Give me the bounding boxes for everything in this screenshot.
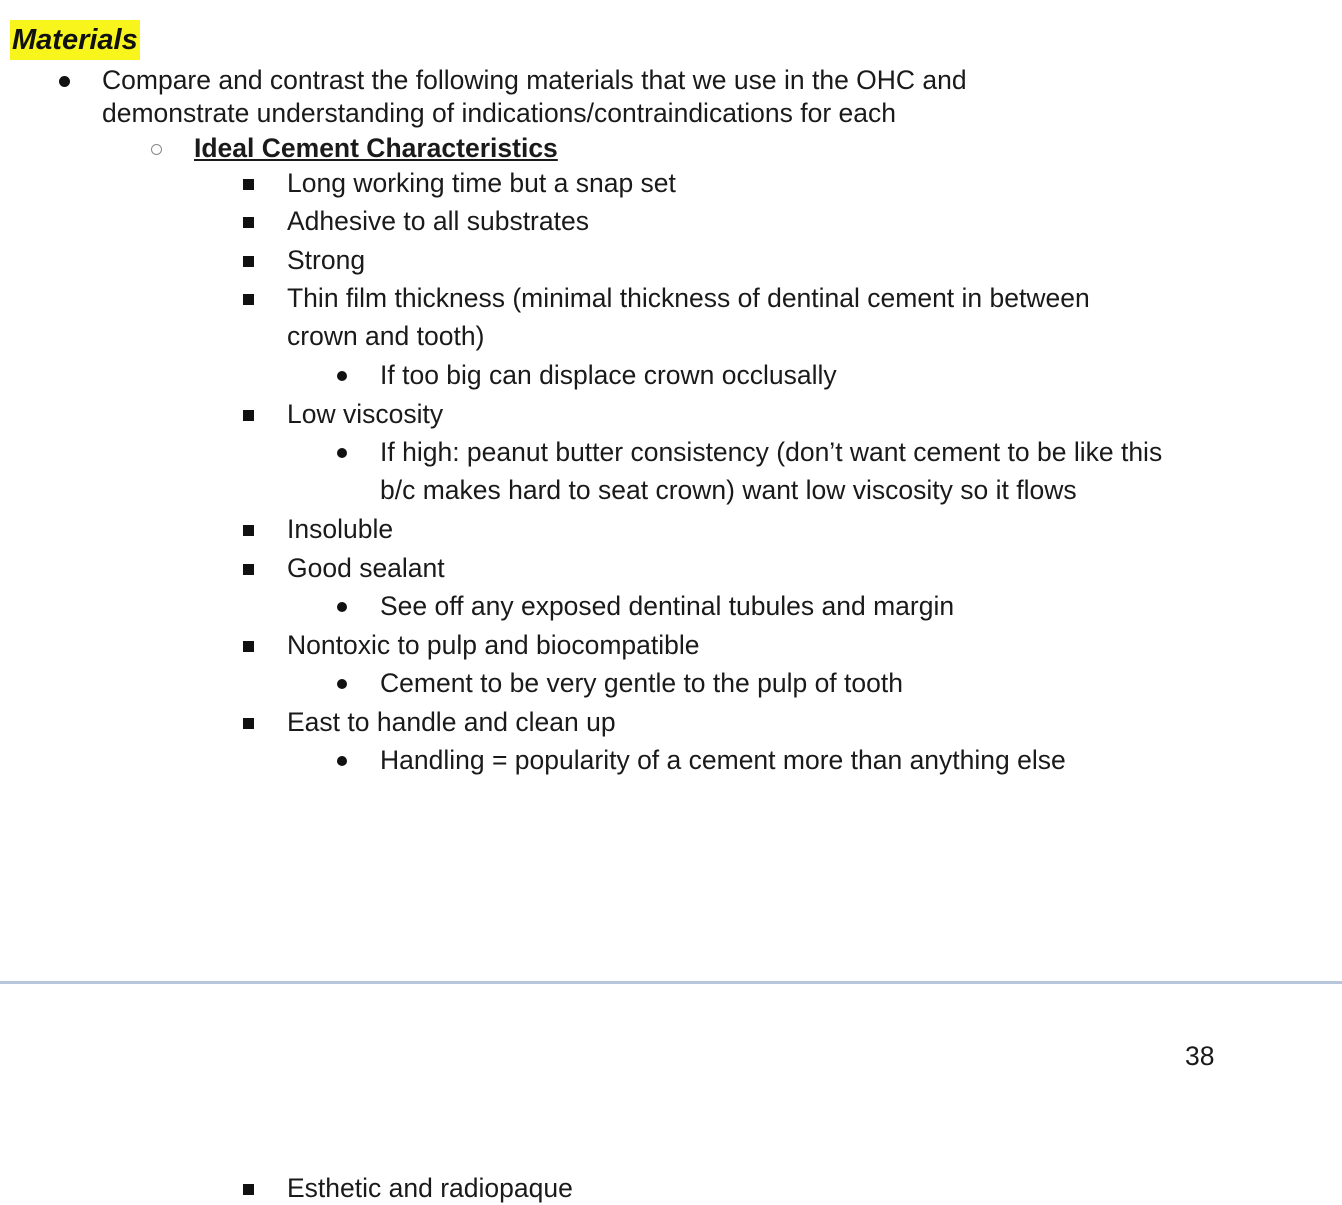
sub-list-item-continuation: b/c makes hard to seat crown) want low viscosity so it flows <box>380 475 1077 505</box>
list-item: Long working time but a snap set <box>287 168 676 198</box>
disc-bullet-icon <box>337 602 347 612</box>
list-item: Esthetic and radiopaque <box>287 1173 573 1203</box>
sub-list-item: If too big can displace crown occlusally <box>380 360 837 390</box>
list-item-continuation: crown and tooth) <box>287 321 485 351</box>
square-bullet-icon <box>243 641 254 652</box>
intro-line-1: Compare and contrast the following materials that we use in the OHC and <box>102 65 967 95</box>
square-bullet-icon <box>243 410 254 421</box>
list-item: East to handle and clean up <box>287 707 616 737</box>
list-item: Nontoxic to pulp and biocompatible <box>287 630 700 660</box>
disc-bullet-icon <box>337 448 347 458</box>
square-bullet-icon <box>243 525 254 536</box>
list-item: Adhesive to all substrates <box>287 206 589 236</box>
disc-bullet-icon <box>337 371 347 381</box>
ring-bullet-icon <box>151 144 162 155</box>
square-bullet-icon <box>243 564 254 575</box>
sub-list-item: If high: peanut butter consistency (don’t want cement to be like this <box>380 437 1163 467</box>
intro-line-2: demonstrate understanding of indications/contraindications for each <box>102 98 897 128</box>
disc-bullet-icon <box>59 76 70 87</box>
subheading: Ideal Cement Characteristics <box>194 133 558 163</box>
sub-list-item: Handling = popularity of a cement more than anything else <box>380 745 1066 775</box>
page-number: 38 <box>1185 1041 1215 1071</box>
square-bullet-icon <box>243 217 254 228</box>
list-item: Thin film thickness (minimal thickness of dentinal cement in between <box>287 283 1090 313</box>
square-bullet-icon <box>243 718 254 729</box>
section-heading: Materials <box>10 20 140 60</box>
square-bullet-icon <box>243 1184 254 1195</box>
square-bullet-icon <box>243 179 254 190</box>
page-break-divider <box>0 981 1342 984</box>
square-bullet-icon <box>243 294 254 305</box>
square-bullet-icon <box>243 256 254 267</box>
disc-bullet-icon <box>337 756 347 766</box>
list-item: Insoluble <box>287 514 394 544</box>
list-item: Low viscosity <box>287 399 444 429</box>
sub-list-item: See off any exposed dentinal tubules and margin <box>380 591 955 621</box>
list-item: Good sealant <box>287 553 445 583</box>
list-item: Strong <box>287 245 366 275</box>
disc-bullet-icon <box>337 679 347 689</box>
sub-list-item: Cement to be very gentle to the pulp of tooth <box>380 668 903 698</box>
